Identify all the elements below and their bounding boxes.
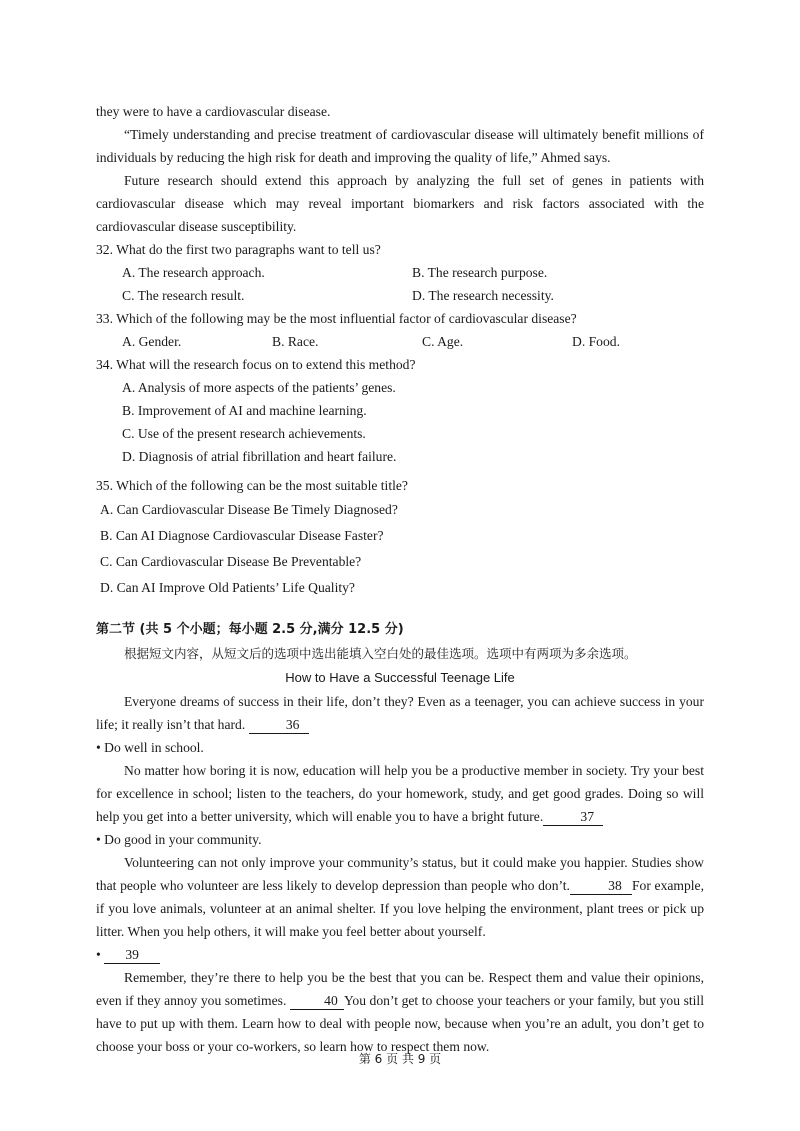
option-a: A. The research approach.	[122, 265, 265, 280]
option-d: D. Can AI Improve Old Patients’ Life Quality?	[100, 580, 355, 595]
article-title: How to Have a Successful Teenage Life	[285, 670, 515, 685]
passage-paragraph: Future research should extend this approach by analyzing the full set of genes in patients with cardiovascular disease which may reveal important biomarkers and risk factors associated with the cardiovascular disease susceptibility.	[96, 173, 704, 234]
question-35	[96, 474, 704, 601]
section-heading: 第二节 (共 5 个小题；每小题 2.5 分,满分 12.5 分)	[96, 622, 404, 637]
option-a: A. Gender.	[122, 334, 182, 349]
blank-40[interactable]: 40	[290, 993, 344, 1010]
subheading-community: • Do good in your community.	[96, 832, 262, 847]
option-c: C. Age.	[422, 334, 464, 349]
option-d: D. Food.	[572, 334, 620, 349]
questions-32-34	[96, 238, 704, 468]
blank-39[interactable]: 39	[104, 947, 160, 964]
question-34-stem: 34. What will the research focus on to extend this method?	[96, 357, 416, 372]
option-a: A. Analysis of more aspects of the patients’ genes.	[122, 380, 396, 395]
option-c: C. Use of the present research achievements.	[122, 426, 366, 441]
article-paragraph: Volunteering can not only improve your community’s status, but it could make you happier. Studies show that people who volunteer are less likely to develop depression than people who don’t. 38 For example, if you love animals, volunteer at an animal shelter. If you love helping the environment, plant trees or pick up litter. When you help others, it will make you feel better about yourself.	[96, 855, 704, 939]
option-d: D. The research necessity.	[412, 288, 554, 303]
article-paragraph: Everyone dreams of success in their life, don’t they? Even as a teenager, you can achieve success in your life; it really isn’t that hard. 36	[96, 694, 704, 732]
subheading-blank	[96, 943, 704, 966]
passage-end	[96, 100, 704, 238]
passage-paragraph: they were to have a cardiovascular disease.	[96, 104, 331, 119]
option-a: A. Can Cardiovascular Disease Be Timely Diagnosed?	[100, 502, 398, 517]
blank-36[interactable]: 36	[249, 717, 309, 734]
question-33-options	[96, 330, 704, 353]
question-33-stem: 33. Which of the following may be the most influential factor of cardiovascular disease?	[96, 311, 577, 326]
question-34-options	[96, 376, 704, 468]
question-32-options	[96, 261, 704, 307]
subheading-school: • Do well in school.	[96, 740, 204, 755]
page-number: 第 6 页 共 9 页	[358, 1052, 442, 1066]
bullet: •	[96, 947, 101, 962]
option-c: C. The research result.	[122, 288, 245, 303]
option-d: D. Diagnosis of atrial fibrillation and heart failure.	[122, 449, 397, 464]
option-b: B. Race.	[272, 334, 319, 349]
article-paragraph: No matter how boring it is now, education will help you be a productive member in society. Try your best for excellence in school; listen to the teachers, do your homework, study, and get good grades. Doing so will help you get into a better university, which will enable you to have a bright future. 37	[96, 763, 704, 824]
option-b: B. The research purpose.	[412, 265, 548, 280]
passage-paragraph: “Timely understanding and precise treatment of cardiovascular disease will ultimately benefit millions of individuals by reducing the high risk for death and improving the quality of life,” Ahmed says.	[96, 127, 704, 165]
option-b: B. Can AI Diagnose Cardiovascular Disease Faster?	[100, 528, 384, 543]
section-two	[96, 618, 704, 1058]
blank-37[interactable]: 37	[543, 809, 603, 826]
option-c: C. Can Cardiovascular Disease Be Preventable?	[100, 554, 362, 569]
question-32-stem: 32. What do the first two paragraphs want to tell us?	[96, 242, 381, 257]
blank-38[interactable]: 38	[570, 878, 632, 895]
section-instruction: 根据短文内容，从短文后的选项中选出能填入空白处的最佳选项。选项中有两项为多余选项。	[124, 646, 637, 661]
article-paragraph: Remember, they’re there to help you be the best that you can be. Respect them and value their opinions, even if they annoy you sometimes. 40 You don’t get to choose your teachers or your family, but you still have to put up with them. Learn how to deal with people now, because when you’re an adult, you don’t get to choose your boss or your co-workers, so learn how to respect them now.	[96, 970, 704, 1054]
question-35-options	[96, 497, 704, 601]
question-35-stem: 35. Which of the following can be the most suitable title?	[96, 478, 408, 493]
option-b: B. Improvement of AI and machine learning.	[122, 403, 367, 418]
